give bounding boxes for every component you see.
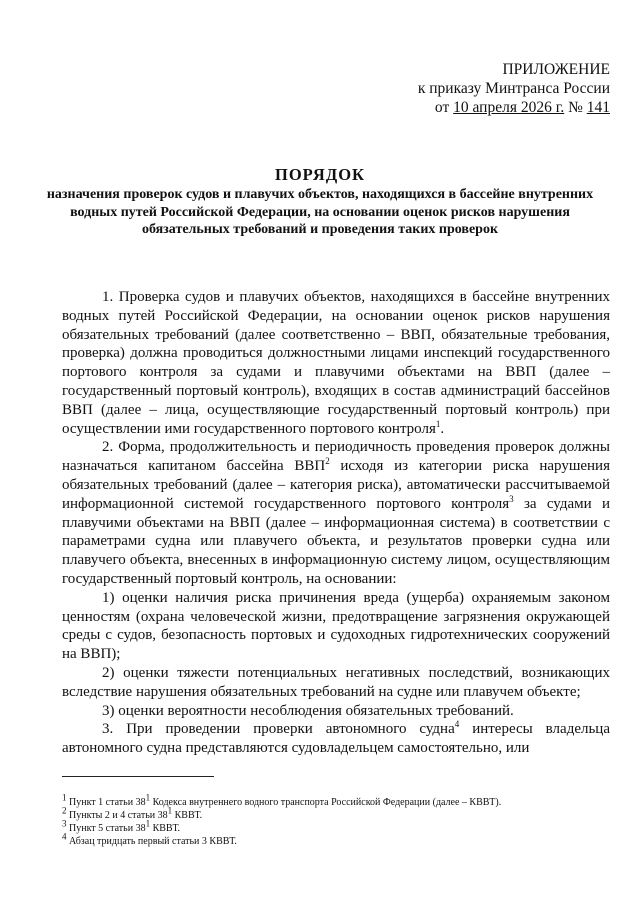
paragraph-1-end: . bbox=[440, 420, 445, 437]
paragraph-1 bbox=[62, 288, 610, 438]
footnote-text: Абзац тридцать первый статьи 3 КВВТ. bbox=[66, 836, 237, 847]
footnote-ref-1: 1 bbox=[435, 418, 441, 429]
footnote-rest: КВВТ. bbox=[172, 810, 203, 821]
paragraph-3 bbox=[62, 720, 610, 758]
footnote-sup: 1 bbox=[145, 792, 151, 803]
footnote-1 bbox=[62, 792, 502, 809]
footnote-number: 3 bbox=[62, 818, 67, 829]
paragraph-3-text-a: 3. При проведении проверки автономного судна bbox=[102, 721, 455, 738]
title-subtitle: назначения проверок судов и плавучих объектов, находящихся в бассейне внутренних водных путей Российской Федерации, на основании оценок рисков нарушения обязательных требований и проведения таких проверок bbox=[46, 187, 594, 237]
footnote-rest: Кодекса внутреннего водного транспорта Российской Федерации (далее – КВВТ). bbox=[150, 797, 502, 808]
appendix-date-line bbox=[418, 98, 610, 117]
date-prefix: от bbox=[434, 99, 450, 116]
footnote-sup: 1 bbox=[145, 818, 151, 829]
footnotes bbox=[62, 792, 502, 848]
paragraph-2-text-a: 2. Форма, продолжительность и периодичность проведения проверок должны назначаться капитаном бассейна ВВП bbox=[62, 439, 610, 475]
list-item-1: 1) оценки наличия риска причинения вреда (ущерба) охраняемым законом ценностям (охрана человеческой жизни, предотвращение загрязнения окружающей среды с судов, безопасность портовых и судоходных гидротехнических сооружений на ВВП); bbox=[62, 589, 610, 663]
paragraph-2 bbox=[62, 438, 610, 588]
document-body bbox=[62, 288, 610, 758]
footnote-2 bbox=[62, 805, 501, 822]
paragraph-2-text-b: исходя из категории риска нарушения обязательных требований (далее – категория риска), автоматически рассчитываемой информационной системой государственного портового контроля bbox=[62, 458, 610, 512]
footnote-number: 2 bbox=[62, 805, 67, 816]
appendix-header bbox=[418, 60, 610, 117]
footnote-number: 1 bbox=[62, 792, 67, 803]
footnote-number: 4 bbox=[62, 831, 67, 842]
footnote-text: Пункт 5 статьи 38 bbox=[66, 823, 146, 834]
order-date: 10 апреля 2026 г. bbox=[453, 99, 565, 116]
number-label: № bbox=[568, 99, 583, 116]
paragraph-1-text: 1. Проверка судов и плавучих объектов, находящихся в бассейне внутренних водных путей Российской Федерации, на основании оценок рисков нарушения обязательных требований (далее соответственно – ВВП, обязательные требования, проверка) должна проводиться должностными лицами инспекций государственного портового контроля за судами и плавучими объектами на ВВП (далее – государственный портовый контроль), входящих в состав администраций бассейнов ВВП (далее – лица, осуществляющие государственный портовый контроль) при осуществлении ими государственного портового контроля bbox=[62, 289, 610, 437]
title-main: ПОРЯДОК bbox=[275, 165, 365, 184]
footnote-ref-4: 4 bbox=[454, 719, 460, 730]
footnote-3 bbox=[62, 818, 501, 835]
appendix-label: ПРИЛОЖЕНИЕ bbox=[502, 61, 610, 78]
list-item-3: 3) оценки вероятности несоблюдения обязательных требований. bbox=[102, 702, 514, 719]
footnote-text: Пункт 1 статьи 38 bbox=[66, 797, 146, 808]
footnote-sup: 1 bbox=[167, 805, 173, 816]
paragraph-2-text-c: за судами и плавучими объектами на ВВП (далее – информационная система) в соответствии с параметрами судна или плавучего объекта, и результатов проверки судна или плавучего объекта, внесенных в информационную систему лицом, осуществляющим государственный портовый контроль, на основании: bbox=[62, 495, 611, 587]
footnote-text: Пункты 2 и 4 статьи 38 bbox=[66, 810, 168, 821]
paragraph-3-text-b: интересы владельца автономного судна представляются судовладельцем самостоятельно, или bbox=[62, 721, 610, 757]
footnote-4 bbox=[62, 831, 501, 848]
footnote-ref-3: 3 bbox=[509, 493, 514, 504]
order-number: 141 bbox=[586, 99, 610, 116]
appendix-order-ref: к приказу Минтранса России bbox=[417, 80, 610, 97]
footnote-separator bbox=[62, 776, 214, 777]
footnote-ref-2: 2 bbox=[325, 456, 330, 467]
footnote-rest: КВВТ. bbox=[150, 823, 181, 834]
document-title bbox=[40, 164, 600, 239]
list-item-2: 2) оценки тяжести потенциальных негативных последствий, возникающих вследствие нарушения обязательных требований на судне или плавучем объекте; bbox=[62, 664, 610, 700]
